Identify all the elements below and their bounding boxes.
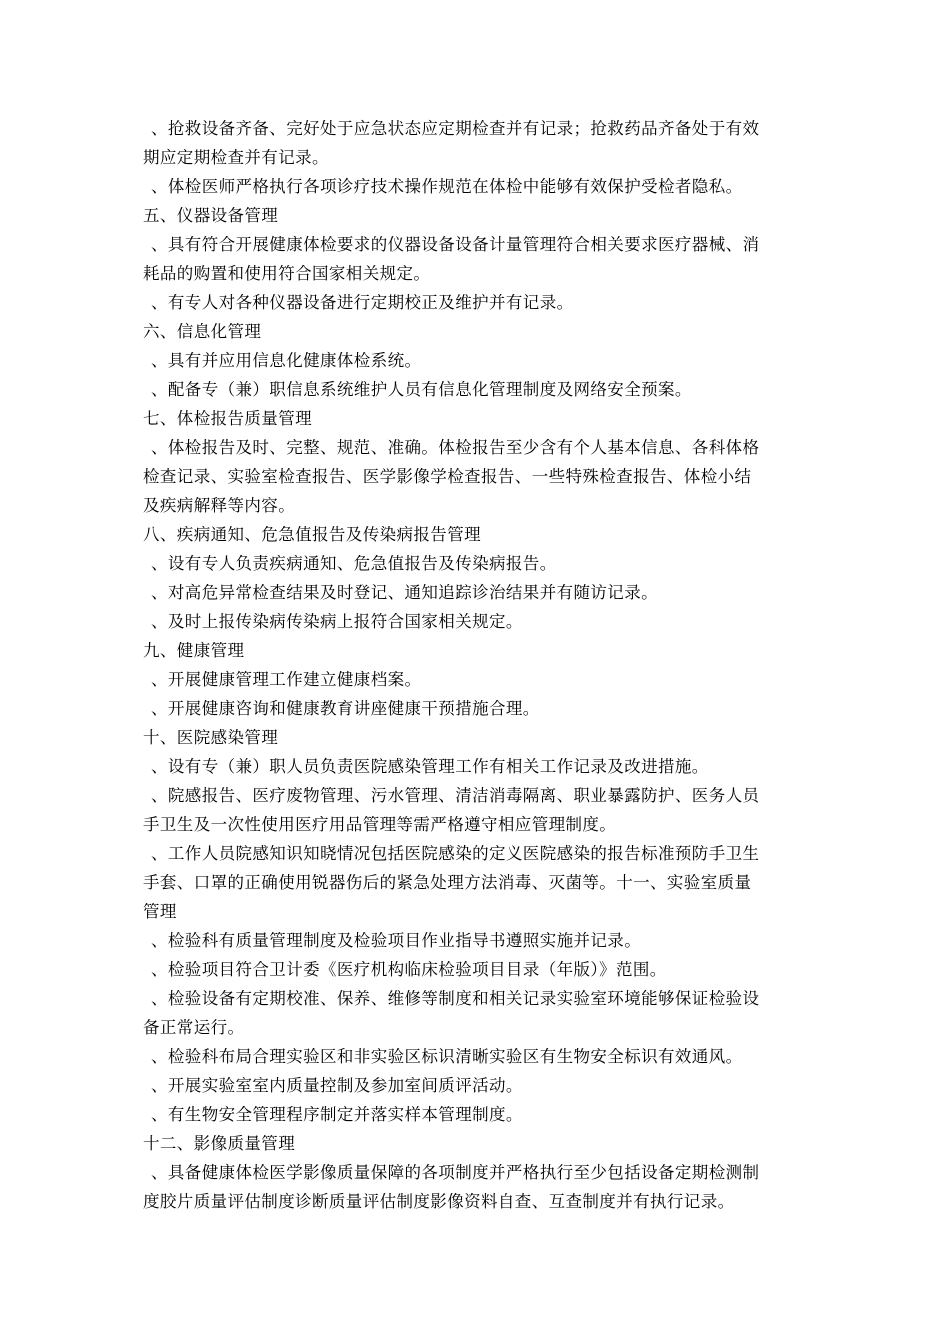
paragraph-line: 、检验设备有定期校准、保养、维修等制度和相关记录实验室环境能够保证检验设 bbox=[151, 989, 760, 1008]
paragraph-line: 、检验项目符合卫计委《医疗机构临床检验项目目录（年版）》范围。 bbox=[151, 960, 667, 979]
paragraph-line: 备正常运行。 bbox=[143, 1018, 245, 1037]
paragraph-line: 、院感报告、医疗废物管理、污水管理、清洁消毒隔离、职业暴露防护、医务人员 bbox=[151, 786, 760, 805]
paragraph-line: 、具备健康体检医学影像质量保障的各项制度并严格执行至少包括设备定期检测制 bbox=[151, 1163, 760, 1182]
paragraph-line: 、设有专（兼）职人员负责医院感染管理工作有相关工作记录及改进措施。 bbox=[151, 757, 709, 776]
paragraph-line: 、具有符合开展健康体检要求的仪器设备设备计量管理符合相关要求医疗器械、消 bbox=[151, 235, 760, 254]
paragraph-line: 期应定期检查并有记录。 bbox=[143, 148, 329, 167]
paragraph-line: 检查记录、实验室检查报告、医学影像学检查报告、一些特殊检查报告、体检小结 bbox=[143, 467, 752, 486]
paragraph-line: 手套、口罩的正确使用锐器伤后的紧急处理方法消毒、灭菌等。十一、实验室质量 bbox=[143, 873, 752, 892]
paragraph-line: 、开展健康咨询和健康教育讲座健康干预措施合理。 bbox=[151, 699, 540, 718]
paragraph-line: 、体检报告及时、完整、规范、准确。体检报告至少含有个人基本信息、各科体格 bbox=[151, 438, 760, 457]
paragraph-line: 手卫生及一次性使用医疗用品管理等需严格遵守相应管理制度。 bbox=[143, 815, 617, 834]
paragraph-line: 、体检医师严格执行各项诊疗技术操作规范在体检中能够有效保护受检者隐私。 bbox=[151, 177, 743, 196]
section-heading: 九、健康管理 bbox=[143, 641, 245, 660]
paragraph-line: 、检验科布局合理实验区和非实验区标识清晰实验区有生物安全标识有效通风。 bbox=[151, 1047, 743, 1066]
paragraph-line: 、开展健康管理工作建立健康档案。 bbox=[151, 670, 422, 689]
section-heading: 十二、影像质量管理 bbox=[143, 1134, 296, 1153]
paragraph-line: 度胶片质量评估制度诊断质量评估制度影像资料自查、互查制度并有执行记录。 bbox=[143, 1192, 735, 1211]
paragraph-line: 、开展实验室室内质量控制及参加室间质评活动。 bbox=[151, 1076, 523, 1095]
paragraph-line: 、设有专人负责疾病通知、危急值报告及传染病报告。 bbox=[151, 554, 557, 573]
document-body bbox=[143, 114, 809, 1216]
paragraph-line: 、对高危异常检查结果及时登记、通知追踪诊治结果并有随访记录。 bbox=[151, 583, 658, 602]
paragraph-line: 、检验科有质量管理制度及检验项目作业指导书遵照实施并记录。 bbox=[151, 931, 642, 950]
section-heading: 八、疾病通知、危急值报告及传染病报告管理 bbox=[143, 525, 481, 544]
section-heading: 七、体检报告质量管理 bbox=[143, 409, 312, 428]
section-heading: 十、医院感染管理 bbox=[143, 728, 279, 747]
section-heading: 五、仪器设备管理 bbox=[143, 206, 279, 225]
paragraph-line: 、配备专（兼）职信息系统维护人员有信息化管理制度及网络安全预案。 bbox=[151, 380, 692, 399]
section-heading: 六、信息化管理 bbox=[143, 322, 262, 341]
paragraph-line: 耗品的购置和使用符合国家相关规定。 bbox=[143, 264, 431, 283]
paragraph-line: 、有生物安全管理程序制定并落实样本管理制度。 bbox=[151, 1105, 523, 1124]
paragraph-line: 、工作人员院感知识知晓情况包括医院感染的定义医院感染的报告标准预防手卫生 bbox=[151, 844, 760, 863]
paragraph-line: 、及时上报传染病传染病上报符合国家相关规定。 bbox=[151, 612, 523, 631]
paragraph-line: 、具有并应用信息化健康体检系统。 bbox=[151, 351, 422, 370]
paragraph-line: 管理 bbox=[143, 902, 177, 921]
paragraph-line: 、抢救设备齐备、完好处于应急状态应定期检查并有记录；抢救药品齐备处于有效 bbox=[151, 119, 760, 138]
paragraph-line: 、有专人对各种仪器设备进行定期校正及维护并有记录。 bbox=[151, 293, 574, 312]
paragraph-line: 及疾病解释等内容。 bbox=[143, 496, 296, 515]
